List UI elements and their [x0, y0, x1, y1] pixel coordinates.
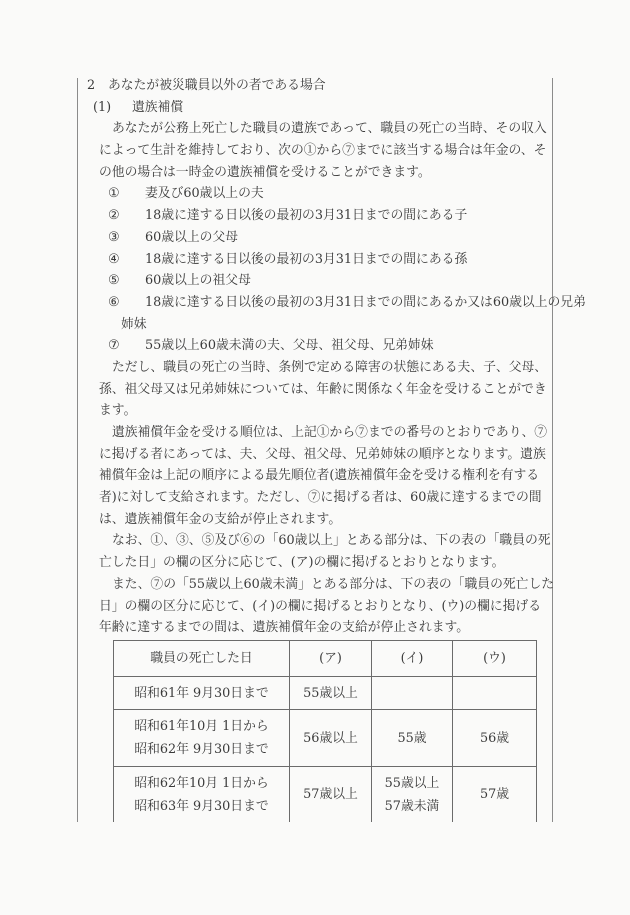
list-item-3	[0, 227, 630, 249]
table-row-3-i	[372, 767, 453, 822]
paragraph-4-line-2: 亡した日」の欄の区分に応じて、(ア)の欄に掲げるとおりとなります。	[99, 555, 505, 571]
list-item-6-number: ⑥	[108, 294, 120, 310]
table-row-1-a: 55歳以上	[290, 677, 372, 710]
subsection-number: (1)	[93, 99, 112, 115]
table-row-3-date-line-1: 昭和62年10月 1日から	[134, 775, 269, 791]
table-row-3-i-line-1: 55歳以上	[384, 775, 440, 791]
list-item-7	[0, 335, 630, 357]
table-row-2-a: 56歳以上	[290, 710, 372, 767]
paragraph-5-line-2: 日」の欄の区分に応じて、(イ)の欄に掲げるとおりとなり、(ウ)の欄に掲げる	[99, 598, 542, 614]
table-row-2-date	[114, 710, 290, 767]
list-item-4-number: ④	[108, 251, 120, 267]
list-item-5-text: 60歳以上の祖父母	[145, 273, 251, 289]
table-row-1	[114, 677, 536, 710]
table-header-date: 職員の死亡した日	[114, 641, 290, 677]
table-row-2-date-lines	[134, 715, 268, 761]
document-body	[0, 75, 630, 639]
list-item-4	[0, 249, 630, 271]
paragraph-1-line-3: の他の場合は一時金の遺族補償を受けることができます。	[99, 164, 431, 180]
list-item-5-number: ⑤	[108, 273, 120, 289]
section-heading	[0, 75, 630, 97]
paragraph-3-line-1: 遺族補償年金を受ける順位は、上記①から⑦までの番号のとおりであり、⑦	[112, 425, 548, 440]
paragraph-5-line-1: また、⑦の「55歳以上60歳未満」とある部分は、下の表の「職員の死亡した	[112, 576, 555, 592]
table-header-i: (イ)	[372, 641, 453, 677]
list-item-6-continuation: 姉妹	[121, 316, 147, 332]
subsection-heading	[0, 97, 630, 119]
paragraph-3-line-3: 補償年金は上記の順序による最先順位者(遺族補償年金を受ける権利を有する	[99, 468, 540, 484]
pension-age-table	[113, 640, 537, 822]
table-row-3-u: 57歳	[479, 787, 510, 802]
table-row-2-u: 56歳	[453, 710, 536, 767]
list-item-2-number: ②	[108, 208, 120, 224]
paragraph-1-line-1: あなたが公務上死亡した職員の遺族であって、職員の死亡の当時、その収入	[112, 121, 547, 137]
list-item-3-number: ③	[108, 229, 120, 245]
list-item-6-text: 18歳に達する日以後の最初の3月31日までの間にあるか又は60歳以上の兄弟	[145, 294, 586, 310]
paragraph-2-line-2: 孫、祖父母又は兄弟姉妹については、年齢に関係なく年金を受けることができ	[99, 381, 547, 397]
list-item-1-text: 妻及び60歳以上の夫	[145, 186, 264, 202]
table-row-2-i: 55歳	[372, 710, 453, 767]
paragraph-2-line-1: ただし、職員の死亡の当時、条例で定める障害の状態にある夫、子、父母、	[112, 359, 548, 375]
list-item-4-text: 18歳に達する日以後の最初の3月31日までの間にある孫	[145, 251, 468, 267]
table-row-3-i-lines	[385, 772, 440, 818]
list-item-1	[0, 183, 630, 205]
paragraph-1-line-2: によって生計を維持しており、次の①から⑦までに該当する場合は年金の、そ	[99, 143, 547, 159]
table-row-3-date	[114, 767, 290, 822]
list-item-5	[0, 270, 630, 292]
table-row-2-date-line-2: 昭和62年 9月30日まで	[134, 742, 269, 757]
section-number: 2	[87, 78, 96, 93]
paragraph-2-line-3: ます。	[99, 403, 137, 419]
paragraph-3-line-5: は、遺族補償年金の支給が停止されます。	[99, 511, 342, 527]
table-row-2-date-line-1: 昭和61年10月 1日から	[134, 719, 269, 734]
list-item-2-text: 18歳に達する日以後の最初の3月31日までの間にある子	[145, 208, 468, 224]
paragraph-3-line-2: に掲げる者にあっては、夫、父母、祖父母、兄弟姉妹の順序となります。遺族	[99, 446, 546, 462]
table-header-u: (ウ)	[453, 641, 536, 677]
table-row-1-date: 昭和61年 9月30日まで	[114, 677, 290, 710]
list-item-7-text: 55歳以上60歳未満の夫、父母、祖父母、兄弟姉妹	[145, 338, 434, 354]
section-title: あなたが被災職員以外の者である場合	[108, 78, 326, 93]
table-row-3-date-lines	[134, 772, 268, 818]
table-header-a: (ア)	[290, 641, 372, 677]
table-row-3	[114, 767, 536, 822]
table-row-1-i	[372, 677, 453, 710]
table-row-1-u	[453, 677, 536, 710]
subsection-title: 遺族補償	[132, 99, 184, 115]
paragraph-3-line-4: 者)に対して支給されます。ただし、⑦に掲げる者は、60歳に達するまでの間	[99, 490, 542, 506]
list-item-6	[0, 292, 630, 314]
list-item-2	[0, 205, 630, 227]
table-header-row	[114, 641, 536, 677]
table-row-3-i-line-2: 57歳未満	[384, 798, 440, 814]
table-row-3-a: 57歳以上	[290, 767, 372, 822]
table-row-2	[114, 710, 536, 767]
table-row-3-date-line-2: 昭和63年 9月30日まで	[134, 798, 269, 814]
list-item-3-text: 60歳以上の父母	[145, 229, 239, 245]
list-item-7-number: ⑦	[108, 338, 120, 354]
list-item-1-number: ①	[108, 186, 120, 202]
paragraph-5-line-3: 年齢に達するまでの間は、遺族補償年金の支給が停止されます。	[99, 620, 470, 636]
paragraph-4-line-1: なお、①、③、⑤及び⑥の「60歳以上」とある部分は、下の表の「職員の死	[112, 533, 551, 549]
